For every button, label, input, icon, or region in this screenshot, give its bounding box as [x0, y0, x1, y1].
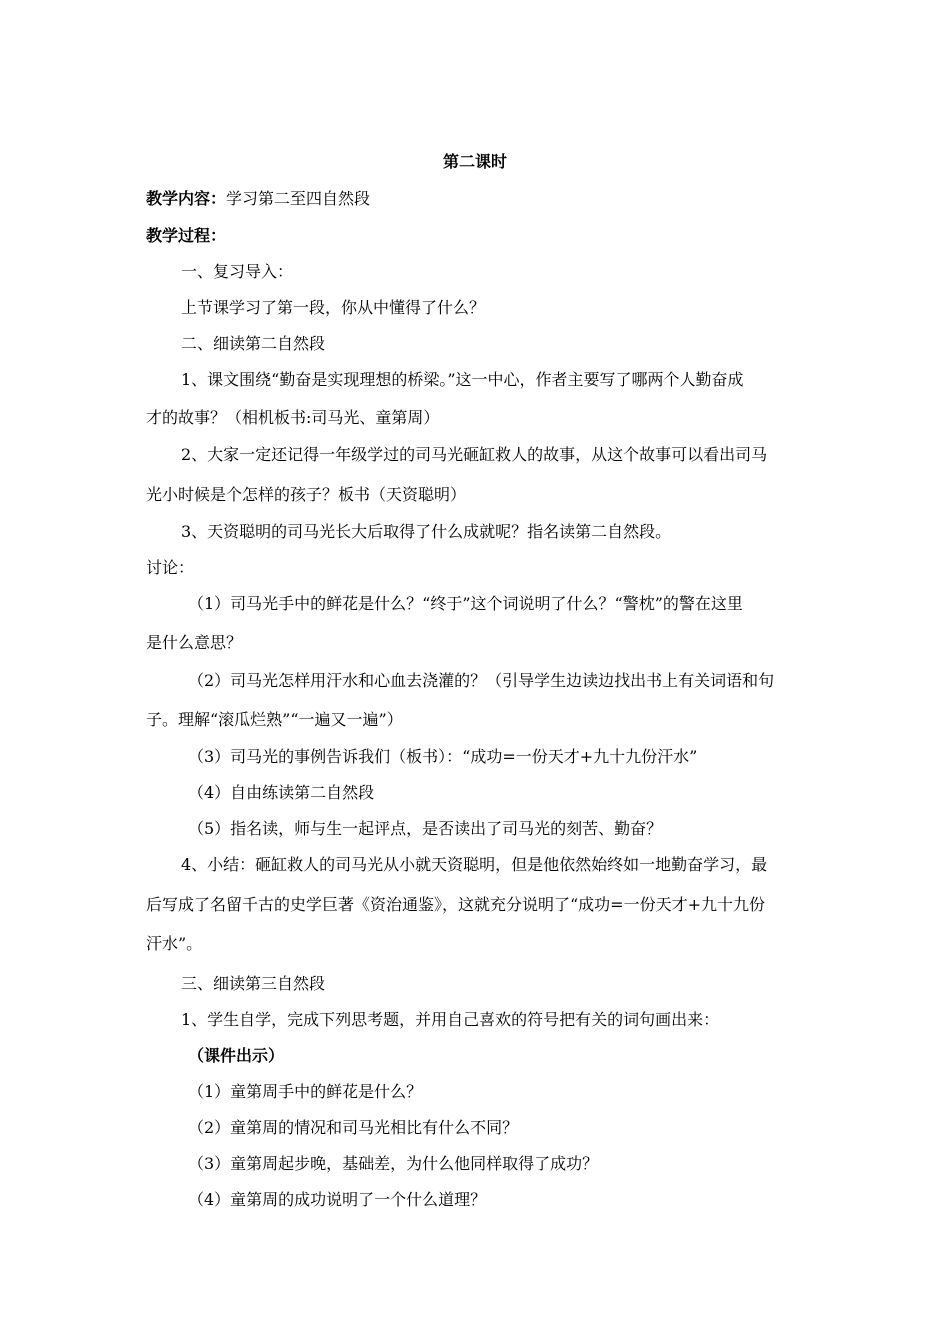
list-item: （2）童第周的情况和司马光相比有什么不同？: [188, 1118, 519, 1137]
section-review: 一、复习导入：: [181, 262, 294, 281]
list-item: （4）自由练读第二自然段: [188, 783, 375, 802]
paragraph: 光小时候是个怎样的孩子？板书（天资聪明）: [146, 485, 467, 504]
teaching-content-label: 教学内容：: [146, 189, 227, 208]
teaching-process-label: 教学过程：: [146, 226, 227, 245]
list-item: （2）司马光怎样用汗水和心血去浇灌的？（引导学生边读边找出书上有关词语和句: [188, 671, 775, 690]
section-heading: 三、细读第三自然段: [181, 974, 326, 993]
list-item: （1）童第周手中的鲜花是什么？: [188, 1082, 423, 1101]
section-heading: 二、细读第二自然段: [181, 334, 326, 353]
courseware-label: （课件出示）: [188, 1046, 285, 1065]
paragraph: 3、天资聪明的司马光长大后取得了什么成就呢？指名读第二自然段。: [181, 522, 672, 541]
list-item: （1）司马光手中的鲜花是什么？“终于”这个词说明了什么？“警枕”的警在这里: [188, 594, 743, 613]
paragraph: 上节课学习了第一段，你从中懂得了什么？: [181, 298, 486, 317]
paragraph: 后写成了名留千古的史学巨著《资治通鉴》，这就充分说明了“成功=一份天才+九十九份: [146, 895, 765, 914]
teaching-content: [146, 189, 806, 209]
paragraph: 才的故事？（相机板书:司马光、童第周）: [146, 408, 440, 427]
paragraph: 是什么意思？: [146, 633, 243, 652]
paragraph: 1、学生自学，完成下列思考题，并用自己喜欢的符号把有关的词句画出来：: [181, 1010, 720, 1029]
paragraph: 4、小结：砸缸救人的司马光从小就天资聪明，但是他依然始终如一地勤奋学习，最: [181, 855, 768, 874]
paragraph: 汗水”。: [146, 934, 203, 953]
lesson-title: 第二课时: [442, 152, 507, 171]
list-item: （3）童第周起步晚，基础差，为什么他同样取得了成功？: [188, 1154, 599, 1173]
paragraph: 1、课文围绕“勤奋是实现理想的桥梁。”这一中心，作者主要写了哪两个人勤奋成: [181, 370, 744, 389]
paragraph: 子。理解“滚瓜烂熟”“一遍又一遍”）: [146, 710, 403, 729]
discussion-label: 讨论：: [146, 558, 195, 577]
teaching-content-value: 学习第二至四自然段: [226, 189, 371, 208]
list-item: （4）童第周的成功说明了一个什么道理？: [188, 1190, 487, 1209]
list-item: （3）司马光的事例告诉我们（板书）：“成功=一份天才+九十九份汗水”: [188, 747, 698, 766]
list-item: （5）指名读，师与生一起评点，是否读出了司马光的刻苦、勤奋？: [188, 819, 663, 838]
paragraph: 2、大家一定还记得一年级学过的司马光砸缸救人的故事，从这个故事可以看出司马: [181, 445, 768, 464]
